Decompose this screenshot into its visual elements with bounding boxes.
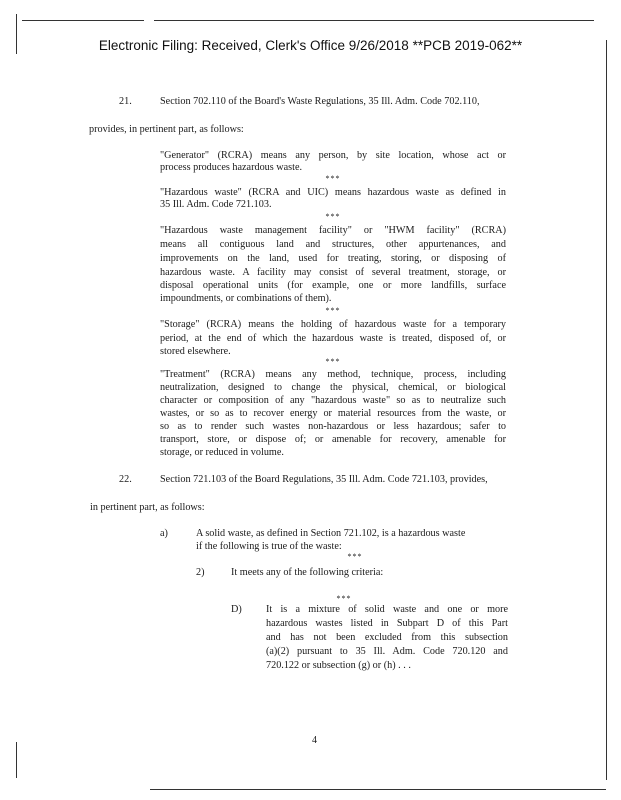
- subsection-D-line-4: (a)(2) pursuant to 35 Ill. Adm. Code 720.120 and: [266, 646, 508, 657]
- quote-hazardous-waste-line-2: 35 Ill. Adm. Code 721.103.: [160, 199, 272, 210]
- subsection-2-label: 2): [196, 567, 205, 578]
- para-22-line-2: in pertinent part, as follows:: [90, 502, 205, 513]
- quote-treatment-line-7: storage, or reduced in volume.: [160, 447, 284, 458]
- left-edge-rule-bottom: [16, 742, 17, 778]
- quote-treatment-line-5: so as to render such wastes non-hazardous or less hazardous; safer to: [160, 421, 506, 432]
- quote-hwm-line-4: hazardous waste. A facility may consist of several treatment, storage, or: [160, 267, 506, 278]
- ellipsis-stars: ***: [336, 594, 352, 603]
- top-edge-rule-right: [154, 20, 594, 21]
- subsection-2-text: It meets any of the following criteria:: [231, 567, 384, 578]
- quote-generator-line-1: "Generator" (RCRA) means any person, by site location, whose act or: [160, 150, 506, 161]
- subsection-a-line-1: A solid waste, as defined in Section 721.102, is a hazardous waste: [196, 528, 466, 539]
- quote-hwm-line-6: impoundments, or combinations of them).: [160, 293, 332, 304]
- quote-generator-line-2: process produces hazardous waste.: [160, 162, 303, 173]
- quote-storage-line-1: "Storage" (RCRA) means the holding of hazardous waste for a temporary: [160, 319, 506, 330]
- subsection-a-label: a): [160, 528, 168, 539]
- ellipsis-stars: ***: [325, 212, 341, 221]
- subsection-D-line-1: It is a mixture of solid waste and one or more: [266, 604, 508, 615]
- page-number: 4: [312, 735, 317, 746]
- bottom-edge-rule: [150, 789, 606, 790]
- quote-treatment-line-4: wastes, or so as to recover energy or material resources from the waste, or: [160, 408, 506, 419]
- quote-storage-line-2: period, at the end of which the hazardous waste is treated, disposed of, or: [160, 333, 506, 344]
- para-21-line-2: provides, in pertinent part, as follows:: [89, 124, 244, 135]
- quote-hwm-line-2: means all contiguous land and structures, other appurtenances, and: [160, 239, 506, 250]
- quote-treatment-line-1: "Treatment" (RCRA) means any method, technique, process, including: [160, 369, 506, 380]
- subsection-a-line-2: if the following is true of the waste:: [196, 541, 342, 552]
- quote-treatment-line-3: character or composition of any "hazardous waste" so as to neutralize such: [160, 395, 506, 406]
- subsection-D-line-3: and has not been excluded from this subsection: [266, 632, 508, 643]
- top-edge-rule: [22, 20, 144, 21]
- para-21-line-1: Section 702.110 of the Board's Waste Regulations, 35 Ill. Adm. Code 702.110,: [160, 96, 480, 107]
- ellipsis-stars: ***: [347, 552, 363, 561]
- para-22-number: 22.: [119, 474, 132, 485]
- quote-hwm-line-5: disposal operational units (for example, one or more landfills, surface: [160, 280, 506, 291]
- subsection-D-label: D): [231, 604, 242, 615]
- quote-hwm-line-3: improvements on the land, used for treating, storing, or disposing of: [160, 253, 506, 264]
- subsection-D-line-5: 720.122 or subsection (g) or (h) . . .: [266, 660, 411, 671]
- quote-hwm-line-1: "Hazardous waste management facility" or "HWM facility" (RCRA): [160, 225, 506, 236]
- para-21-number: 21.: [119, 96, 132, 107]
- filing-header: Electronic Filing: Received, Clerk's Office 9/26/2018 **PCB 2019-062**: [98, 38, 523, 53]
- ellipsis-stars: ***: [325, 306, 341, 315]
- quote-treatment-line-2: neutralization, designed to change the physical, chemical, or biological: [160, 382, 506, 393]
- right-edge-rule: [606, 40, 607, 780]
- para-22-line-1: Section 721.103 of the Board Regulations, 35 Ill. Adm. Code 721.103, provides,: [160, 474, 488, 485]
- quote-treatment-line-6: transport, store, or dispose of; or amenable for recovery, amenable for: [160, 434, 506, 445]
- quote-storage-line-3: stored elsewhere.: [160, 346, 231, 357]
- quote-hazardous-waste-line-1: "Hazardous waste" (RCRA and UIC) means hazardous waste as defined in: [160, 187, 506, 198]
- subsection-D-line-2: hazardous wastes listed in Subpart D of this Part: [266, 618, 508, 629]
- ellipsis-stars: ***: [325, 174, 341, 183]
- ellipsis-stars: ***: [325, 357, 341, 366]
